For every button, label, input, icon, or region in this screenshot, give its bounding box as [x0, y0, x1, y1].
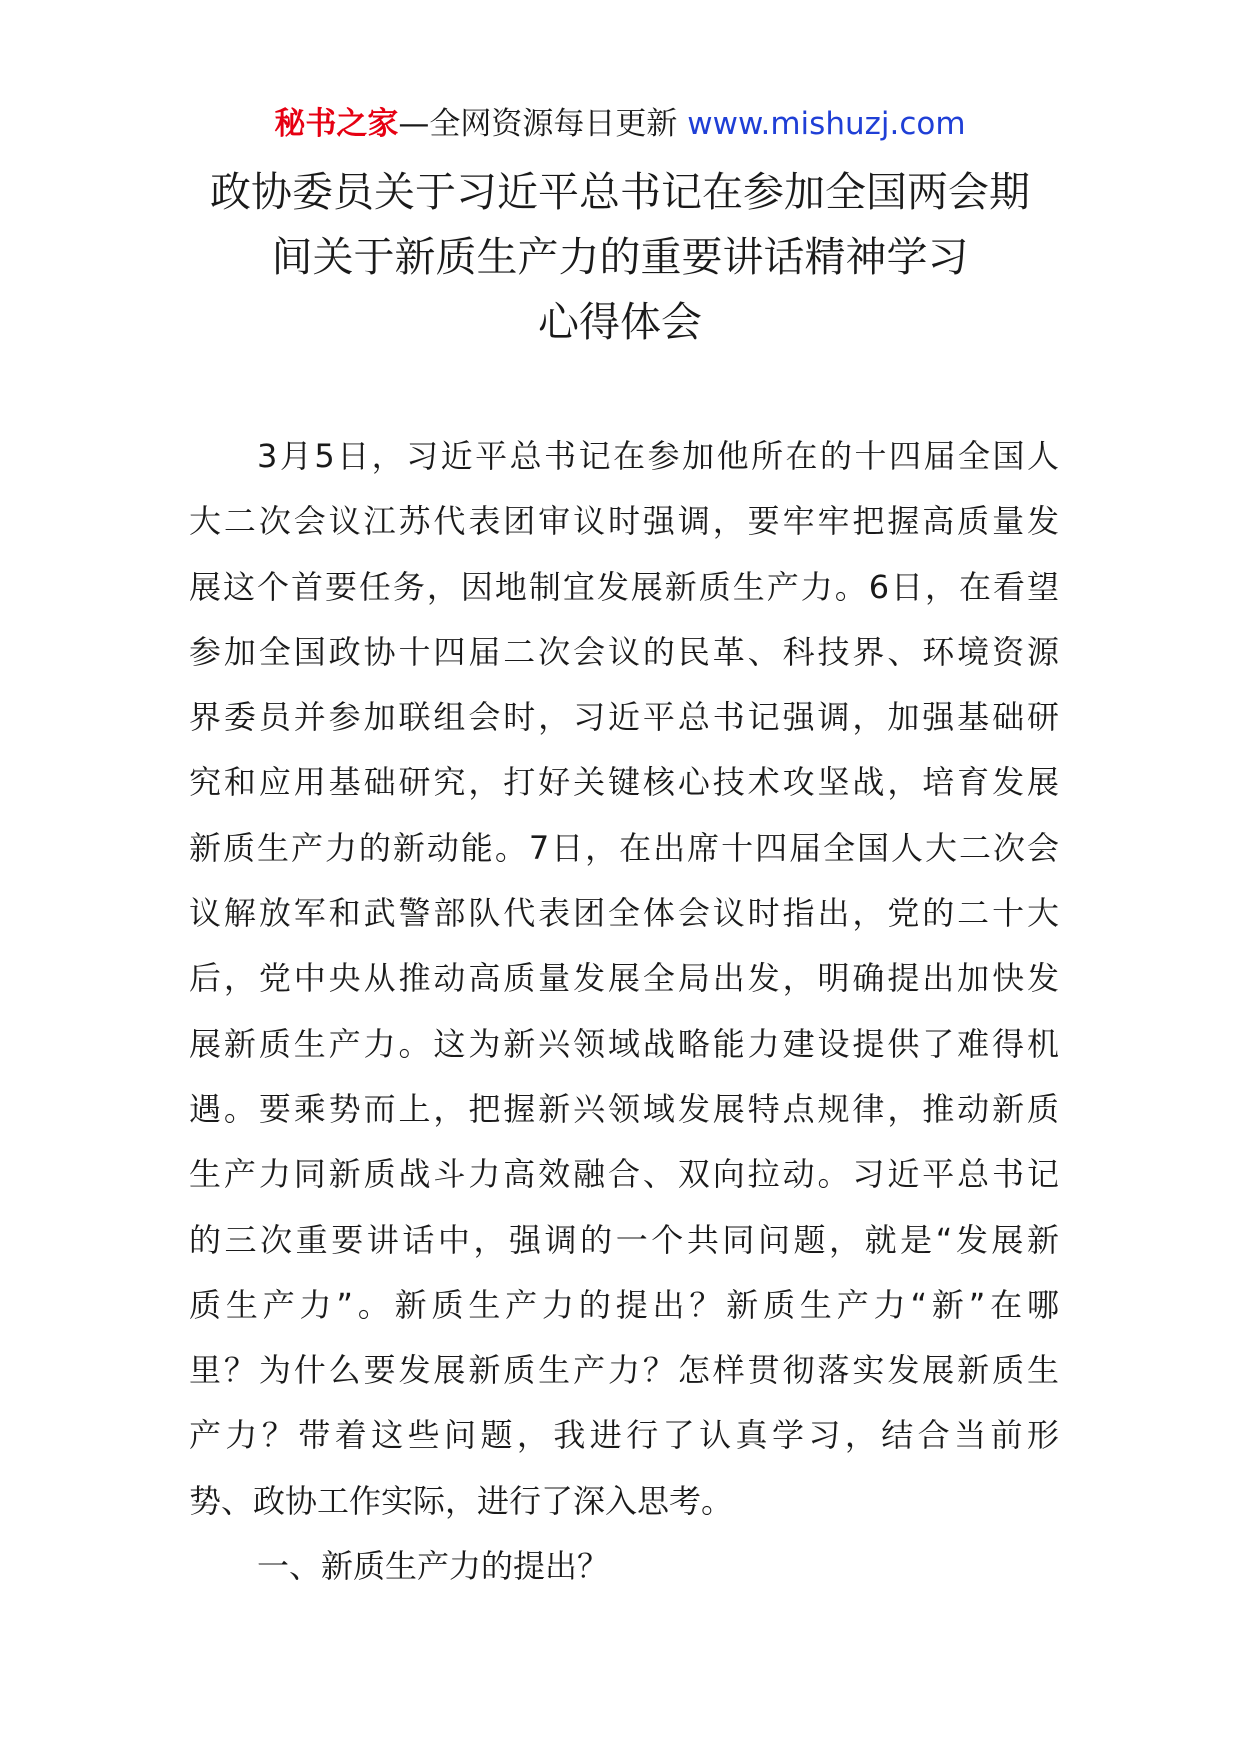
paragraph-line: 议解放军和武警部队代表团全体会议时指出，党的二十大 [189, 894, 1059, 933]
paragraph-1 [189, 424, 1059, 1534]
paragraph-line: 展新质生产力。这为新兴领域战略能力建设提供了难得机 [189, 1024, 1059, 1063]
paragraph-line: 的三次重要讲话中，强调的一个共同问题，就是“发展新 [189, 1220, 1059, 1259]
paragraph-line: 势、政协工作实际，进行了深入思考。 [189, 1481, 734, 1520]
section-heading-1: 一、新质生产力的提出？ [257, 1547, 610, 1586]
header-tagline: —全网资源每日更新 [398, 106, 678, 142]
watermark-header [0, 104, 1240, 144]
title-line-2: 间关于新质生产力的重要讲话精神学习 [271, 233, 969, 281]
paragraph-line: 遇。要乘势而上，把握新兴领域发展特点规律，推动新质 [189, 1089, 1059, 1128]
document-title [190, 160, 1050, 355]
title-line-1: 政协委员关于习近平总书记在参加全国两会期 [210, 168, 1030, 216]
paragraph-line: 参加全国政协十四届二次会议的民革、科技界、环境资源 [189, 632, 1059, 671]
paragraph-line: 大二次会议江苏代表团审议时强调，要牢牢把握高质量发 [189, 502, 1059, 541]
paragraph-line: 3月5日，习近平总书记在参加他所在的十四届全国人 [257, 437, 1059, 475]
paragraph-line: 生产力同新质战斗力高效融合、双向拉动。习近平总书记 [189, 1155, 1059, 1194]
paragraph-line: 界委员并参加联组会时，习近平总书记强调，加强基础研 [189, 698, 1059, 737]
brand-name: 秘书之家 [274, 106, 399, 142]
document-body [189, 424, 1059, 1599]
site-url-link[interactable]: www.mishuzj.com [687, 106, 966, 142]
paragraph-line: 里？为什么要发展新质生产力？怎样贯彻落实发展新质生 [189, 1351, 1059, 1390]
paragraph-line: 后，党中央从推动高质量发展全局出发，明确提出加快发 [189, 959, 1059, 998]
title-line-3: 心得体会 [538, 298, 702, 346]
paragraph-line: 产力？带着这些问题，我进行了认真学习，结合当前形 [189, 1416, 1059, 1455]
paragraph-line: 质生产力”。新质生产力的提出？新质生产力“新”在哪 [189, 1285, 1059, 1324]
paragraph-line: 新质生产力的新动能。7日，在出席十四届全国人大二次会 [189, 828, 1059, 867]
paragraph-line: 展这个首要任务，因地制宜发展新质生产力。6日，在看望 [189, 567, 1059, 606]
paragraph-line: 究和应用基础研究，打好关键核心技术攻坚战，培育发展 [189, 763, 1059, 802]
